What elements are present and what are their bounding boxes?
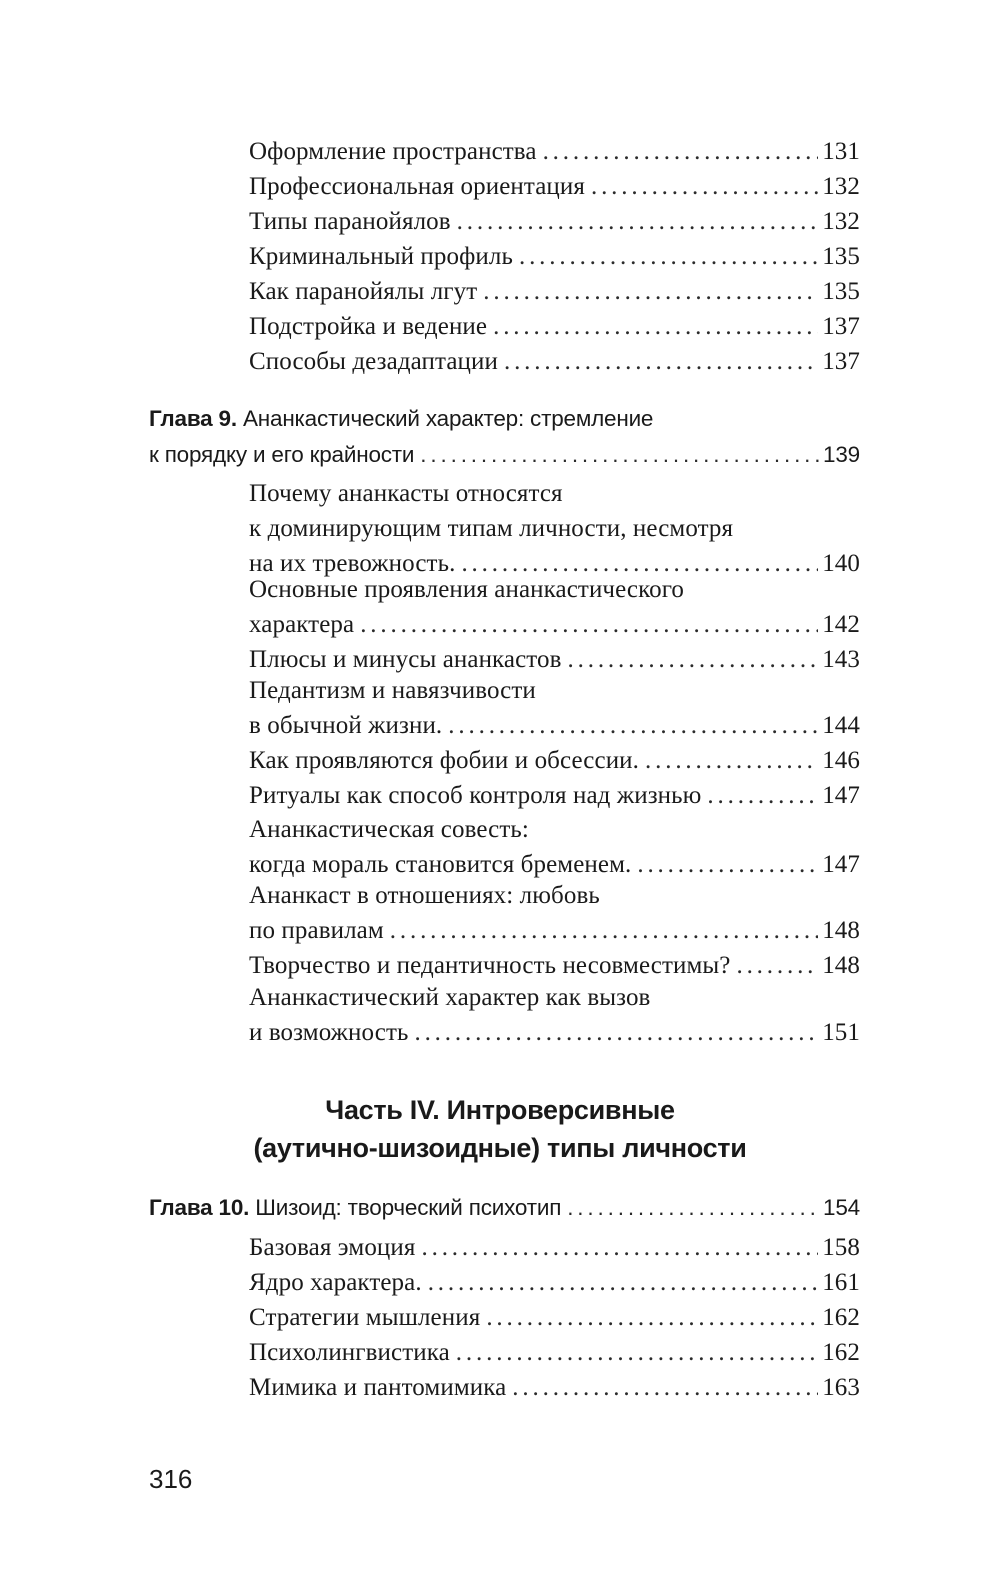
leader-dots [567, 1190, 819, 1226]
toc-entry-page: 137 [822, 313, 860, 340]
toc-entry [249, 1370, 860, 1405]
toc-entry-title: Подстройка и ведение [249, 313, 488, 340]
toc-entry-page: 131 [822, 138, 860, 165]
toc-entry [249, 204, 860, 239]
toc-entry [249, 239, 860, 274]
toc-entry-line: к доминирующим типам личности, несмотря [249, 515, 734, 542]
toc-entry-page: 140 [822, 550, 860, 577]
leader-dots [456, 1335, 818, 1370]
chapter-title: Ананкастический характер: стремление [242, 406, 654, 431]
toc-entry-title: Творчество и педантичность несовместимы? [249, 952, 731, 979]
toc-entry [249, 274, 860, 309]
toc-entry [249, 948, 860, 983]
chapter-9-sections [249, 476, 860, 581]
leader-dots [591, 169, 818, 204]
toc-entry-page: 163 [822, 1374, 860, 1401]
chapter-title-line [149, 437, 860, 473]
chapter-page: 154 [823, 1195, 860, 1220]
toc-entry-page: 158 [822, 1234, 860, 1261]
toc-entry-title: Стратегии мышления [249, 1304, 481, 1331]
chapter-title-group [149, 1190, 561, 1226]
toc-entry [249, 1300, 860, 1335]
toc-entry-title: Криминальный профиль [249, 243, 513, 270]
part-title-line: Часть IV. Интроверсивные [325, 1095, 675, 1125]
toc-entry-line: Основные проявления ананкастического [249, 576, 685, 603]
leader-dots [519, 239, 818, 274]
toc-entry-page: 162 [822, 1339, 860, 1366]
chapter-10-sections [249, 1230, 860, 1405]
toc-entry-title: когда мораль становится бременем. [249, 851, 632, 878]
chapter-label: Глава 9. [149, 406, 237, 431]
leader-dots [543, 134, 819, 169]
toc-entry-title: Как паранойялы лгут [249, 278, 478, 305]
toc-entry-title: Типы паранойялов [249, 208, 451, 235]
toc-entry-line: Ананкастический характер как вызов [249, 984, 651, 1011]
toc-entry-page: 148 [822, 917, 860, 944]
leader-dots [512, 1370, 818, 1405]
leader-dots [645, 743, 818, 778]
toc-entry [249, 708, 860, 743]
toc-entry [249, 847, 860, 882]
leader-dots [420, 437, 819, 473]
toc-entry-title: Мимика и пантомимика [249, 1374, 507, 1401]
toc-entry [249, 1230, 860, 1265]
toc-entry-title: и возможность [249, 1019, 409, 1046]
toc-entry-title: Профессиональная ориентация [249, 173, 585, 200]
toc-entry-line: Ананкаст в отношениях: любовь [249, 882, 600, 909]
toc-entry-title: Как проявляются фобии и обсессии. [249, 747, 640, 774]
toc-entry-page: 148 [822, 952, 860, 979]
toc-entry-title: Оформление пространства [249, 138, 537, 165]
toc-entry-line: Почему ананкасты относятся [249, 480, 563, 507]
chapter-9-sections [249, 572, 860, 677]
chapter-9-sections [249, 673, 860, 813]
toc-entry-title: Плюсы и минусы ананкастов [249, 646, 562, 673]
chapter-label: Глава 10. [149, 1195, 250, 1220]
chapter-10-heading [149, 1190, 860, 1226]
toc-entry-title: по правилам [249, 917, 384, 944]
leader-dots [493, 309, 818, 344]
toc-entry-page: 143 [822, 646, 860, 673]
toc-top-block [249, 134, 860, 379]
chapter-9-heading [149, 401, 860, 473]
toc-entry-title: Ядро характера. [249, 1269, 422, 1296]
toc-entry-page: 161 [822, 1269, 860, 1296]
toc-entry [249, 913, 860, 948]
toc-entry [249, 344, 860, 379]
leader-dots [736, 948, 818, 983]
toc-entry-page: 151 [822, 1019, 860, 1046]
toc-entry-page: 142 [822, 611, 860, 638]
toc-entry [249, 1015, 860, 1050]
toc-entry-page: 162 [822, 1304, 860, 1331]
chapter-title: к порядку и его крайности [149, 442, 415, 467]
toc-entry-title: характера [249, 611, 355, 638]
chapter-9-sections [249, 812, 860, 882]
page-number: 316 [149, 1464, 193, 1494]
leader-dots [360, 607, 818, 642]
toc-entry-page: 146 [822, 747, 860, 774]
toc-entry-page: 147 [822, 782, 860, 809]
toc-entry-title: Психолингвистика [249, 1339, 450, 1366]
leader-dots [568, 642, 819, 677]
toc-entry-page: 147 [822, 851, 860, 878]
leader-dots [707, 778, 818, 813]
chapter-9-sections [249, 980, 860, 1050]
toc-entry [249, 134, 860, 169]
toc-entry-line: Педантизм и навязчивости [249, 677, 536, 704]
toc-entry-title: Способы дезадаптации [249, 348, 498, 375]
toc-entry [249, 1335, 860, 1370]
toc-entry [249, 743, 860, 778]
leader-dots [483, 274, 818, 309]
toc-entry-page: 132 [822, 173, 860, 200]
toc-entry [249, 169, 860, 204]
leader-dots [390, 913, 818, 948]
chapter-page: 139 [823, 442, 860, 467]
toc-entry [249, 778, 860, 813]
toc-entry [249, 607, 860, 642]
toc-entry-title: Ритуалы как способ контроля над жизнью [249, 782, 702, 809]
leader-dots [486, 1300, 818, 1335]
leader-dots [504, 344, 818, 379]
toc-entry-page: 137 [822, 348, 860, 375]
toc-entry [249, 1265, 860, 1300]
leader-dots [414, 1015, 818, 1050]
leader-dots [448, 708, 818, 743]
toc-entry-page: 132 [822, 208, 860, 235]
chapter-title: Шизоид: творческий психотип [255, 1195, 562, 1220]
chapter-title-line [149, 401, 860, 437]
toc-entry [249, 309, 860, 344]
leader-dots [422, 1230, 819, 1265]
toc-entry-title: на их тревожность. [249, 550, 456, 577]
leader-dots [637, 847, 818, 882]
chapter-title-line [149, 1190, 860, 1226]
chapter-9-sections [249, 878, 860, 983]
leader-dots [428, 1265, 818, 1300]
toc-entry-title: в обычной жизни. [249, 712, 443, 739]
leader-dots [457, 204, 819, 239]
part-4-title [0, 1091, 1000, 1167]
part-title-line: (аутично-шизоидные) типы личности [253, 1133, 747, 1163]
toc-entry-line: Ананкастическая совесть: [249, 816, 529, 843]
toc-entry [249, 642, 860, 677]
toc-entry-title: Базовая эмоция [249, 1234, 416, 1261]
toc-entry-page: 144 [822, 712, 860, 739]
toc-entry-page: 135 [822, 278, 860, 305]
toc-entry-page: 135 [822, 243, 860, 270]
